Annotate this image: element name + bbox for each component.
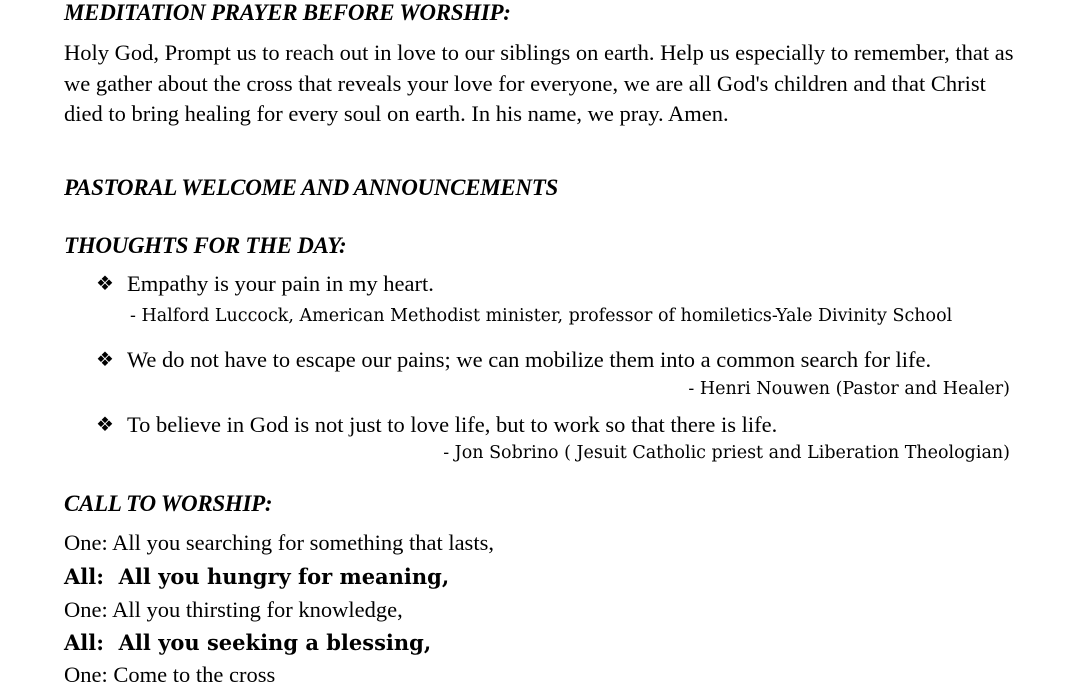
litany-line-one [64,597,403,623]
meditation-prayer-text: Holy God, Prompt us to reach out in love to our siblings on earth. Help us especially to remember, that as we gather about the cross that reveals your love for everyone, we are all God's children and that Christ died to bring healing for every soul on earth. In his name, we pray. Amen. [64,40,1014,126]
thoughts-heading: THOUGHTS FOR THE DAY: [64,233,347,258]
pastoral-heading: PASTORAL WELCOME AND ANNOUNCEMENTS [64,175,558,200]
thought-attribution: - Jon Sobrino ( Jesuit Catholic priest and Liberation Theologian) [443,443,1010,463]
litany-text: All you thirsting for knowledge, [112,597,403,622]
meditation-heading: MEDITATION PRAYER BEFORE WORSHIP: [64,0,511,25]
litany-line-one [64,662,275,688]
litany-text: All you hungry for meaning, [118,564,450,589]
thought-attribution: - Halford Luccock, American Methodist minister, professor of homiletics-Yale Divinity School [130,306,953,326]
diamond-bullet-icon: ❖ [96,347,114,371]
call-to-worship-heading: CALL TO WORSHIP: [64,491,273,516]
thought-item [96,411,1026,466]
speaker-label: All: [64,564,105,589]
thought-attribution: - Henri Nouwen (Pastor and Healer) [688,379,1010,399]
thought-item [96,270,1026,330]
speaker-label: One: [64,662,108,687]
thought-quote: Empathy is your pain in my heart. [127,271,434,296]
speaker-label: One: [64,530,108,555]
litany-line-all [64,564,449,589]
thought-item [96,346,1026,406]
speaker-label: One: [64,597,108,622]
diamond-bullet-icon: ❖ [96,412,114,436]
litany-line-all [64,630,431,655]
thought-quote: We do not have to escape our pains; we can mobilize them into a common search for life. [127,347,932,372]
speaker-label: All: [64,630,105,655]
thought-quote: To believe in God is not just to love life, but to work so that there is life. [127,412,778,437]
litany-text: All you searching for something that lasts, [112,530,494,555]
litany-text: Come to the cross [113,662,276,687]
litany-line-one [64,530,494,556]
litany-text: All you seeking a blessing, [118,630,432,655]
diamond-bullet-icon: ❖ [96,271,114,295]
